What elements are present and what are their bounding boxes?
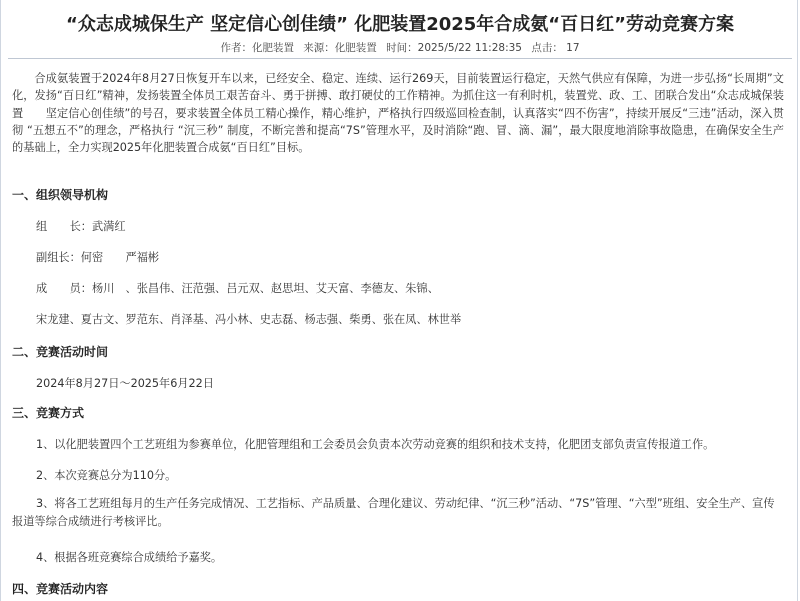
article-intro xyxy=(12,70,784,156)
org-deputy: 副组长：何密 严福彬 xyxy=(36,251,160,264)
section-heading-time: 二、竞赛活动时间 xyxy=(12,345,109,359)
title-divider xyxy=(8,58,792,59)
article-meta xyxy=(0,40,800,55)
meta-source: 来源：化肥装置 xyxy=(303,42,377,54)
section-heading-content: 四、竞赛活动内容 xyxy=(12,582,109,596)
meta-time: 时间：2025/5/22 11:28:35 xyxy=(386,42,522,54)
org-members-cont: 宋龙建、夏古文、罗范东、肖泽基、冯小林、史志磊、杨志强、柴勇、张在凤、林世举 xyxy=(36,313,462,326)
method-item-4: 4、根据各班竞赛综合成绩给予嘉奖。 xyxy=(36,551,223,564)
method-item-3: 3、将各工艺班组每月的生产任务完成情况、工艺指标、产品质量、合理化建议、劳动纪律、“沉三秒”活动、“7S”管理、“六型”班组、安全生产、宣传报道等综合成绩进行考核评比。 xyxy=(12,497,775,528)
competition-period: 2024年8月27日～2025年6月22日 xyxy=(36,377,214,390)
org-leader: 组 长：武满红 xyxy=(36,220,126,233)
meta-clicks: 点击： 17 xyxy=(531,42,580,54)
org-members: 成 员：杨川 、张昌伟、汪范强、吕元双、赵思坦、艾天富、李德友、朱锦、 xyxy=(36,282,439,295)
method-item-1: 1、以化肥装置四个工艺班组为参赛单位，化肥管理组和工会委员会负责本次劳动竞赛的组织和技术支持，化肥团支部负责宣传报道工作。 xyxy=(36,438,715,451)
method-item-2: 2、本次竞赛总分为110分。 xyxy=(36,469,177,482)
section-heading-org: 一、组织领导机构 xyxy=(12,188,109,202)
article-title: “众志成城保生产 坚定信心创佳绩” 化肥装置2025年合成氨“百日红”劳动竞赛方案 xyxy=(66,14,734,35)
intro-paragraph: 合成氨装置于2024年8月27日恢复开车以来，已经安全、稳定、连续、运行269天，目前装置运行稳定，天然气供应有保障，为进一步弘扬“长周期”文化，发扬“百日红”精神，发扬装置全体员工艰苦奋斗、勇于拼搏、敢打硬仗的工作精神。为抓住这一有利时机，装置党、政、工、团联合发出“众志成城保装置 坚定信心创佳绩”的号召，要求装置全体员工精心操作，精心维护，严格执行四级巡回检查制，认真落实“四不伤害”，持续开展反“三违”活动，深入贯彻 “五想五不”的理念，严格执行 “沉三秒” 制度，不断完善和提高“7S”管理水平，及时消除“跑、冒、滴、漏”，最大限度地消除事故隐患，在确保安全生产的基础上，全力实现2025年化肥装置合成氨“百日红”目标。 xyxy=(12,72,784,155)
meta-author: 作者：化肥装置 xyxy=(220,42,294,54)
section-heading-method: 三、竞赛方式 xyxy=(12,406,85,420)
